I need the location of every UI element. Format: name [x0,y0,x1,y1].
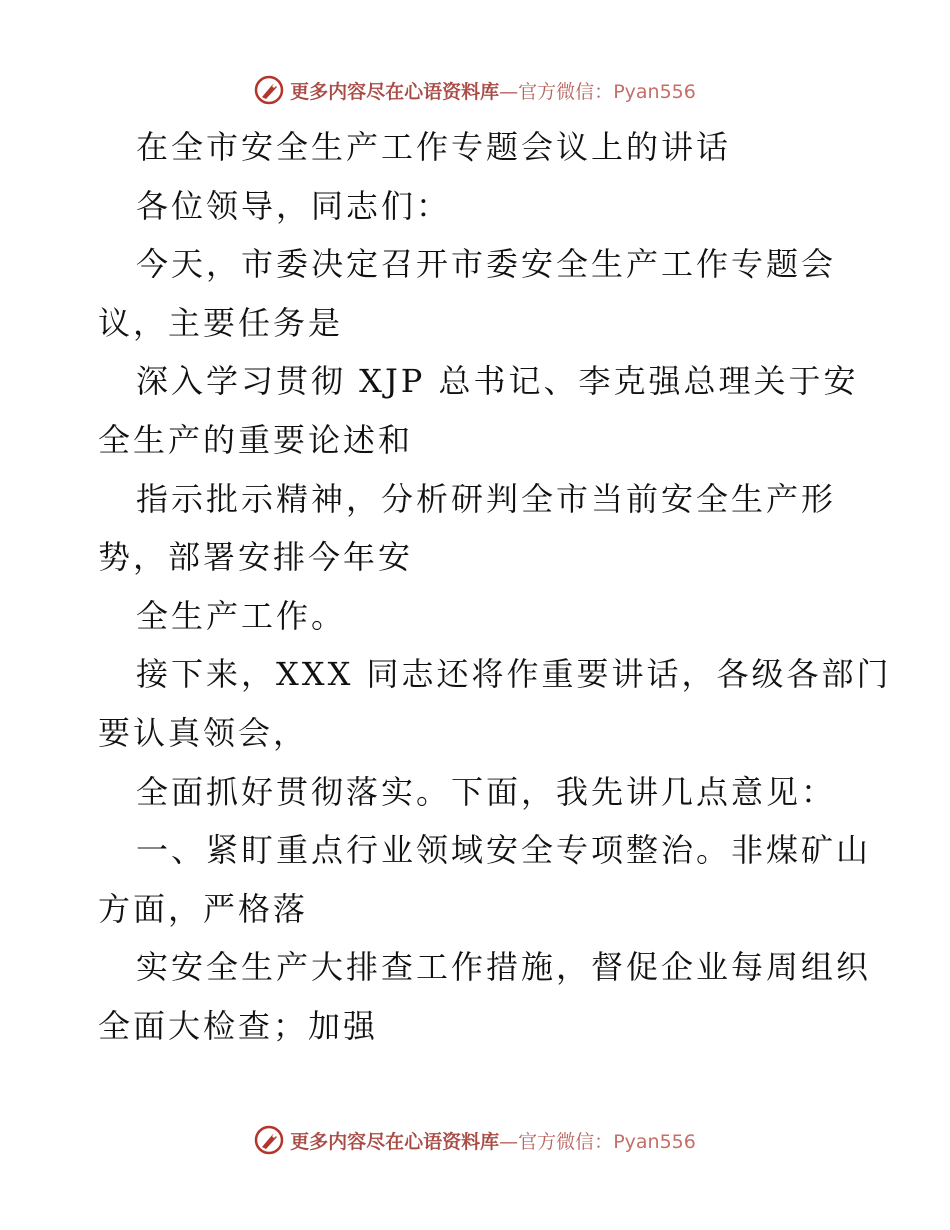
paragraph-line: 深入学习贯彻 XJP 总书记、李克强总理关于安 [136,362,859,401]
document-title: 在全市安全生产工作专题会议上的讲话 [136,128,732,166]
paragraph-line: 接下来，XXX 同志还将作重要讲话，各级各部门 [136,655,892,694]
paragraph-line: 全生产的重要论述和 [98,420,414,459]
document-body [98,118,892,1056]
paragraph-line: 全面大检查；加强 [98,1006,379,1045]
watermark-account: Pyan556 [613,80,696,103]
section-heading-line: 一、紧盯重点行业领域安全专项整治。非煤矿山 [136,831,872,870]
watermark-brand: 更多内容尽在心语资料库 [290,80,500,103]
salutation: 各位领导，同志们： [136,186,452,225]
header-watermark [0,70,950,110]
paragraph-line: 指示批示精神，分析研判全市当前安全生产形 [136,479,837,518]
footer-watermark [0,1120,950,1160]
paragraph-line: 要认真领会， [98,713,309,752]
watermark-separator: — [499,1130,519,1153]
paragraph-line: 全面抓好贯彻落实。下面，我先讲几点意见： [136,772,837,811]
watermark-label: 官方微信： [518,80,614,103]
paragraph-line: 实安全生产大排查工作措施，督促企业每周组织 [136,948,872,987]
pen-nib-logo-icon [254,1125,284,1155]
paragraph-line: 全生产工作。 [136,596,347,635]
watermark-separator: — [499,80,519,103]
watermark-brand: 更多内容尽在心语资料库 [290,1130,500,1153]
paragraph-line: 议，主要任务是 [98,303,344,342]
watermark-account: Pyan556 [613,1130,696,1153]
watermark-label: 官方微信： [518,1130,614,1153]
paragraph-line: 今天，市委决定召开市委安全生产工作专题会 [136,245,837,284]
paragraph-line: 方面，严格落 [98,889,309,928]
pen-nib-logo-icon [254,75,284,105]
paragraph-line: 势，部署安排今年安 [98,538,414,577]
